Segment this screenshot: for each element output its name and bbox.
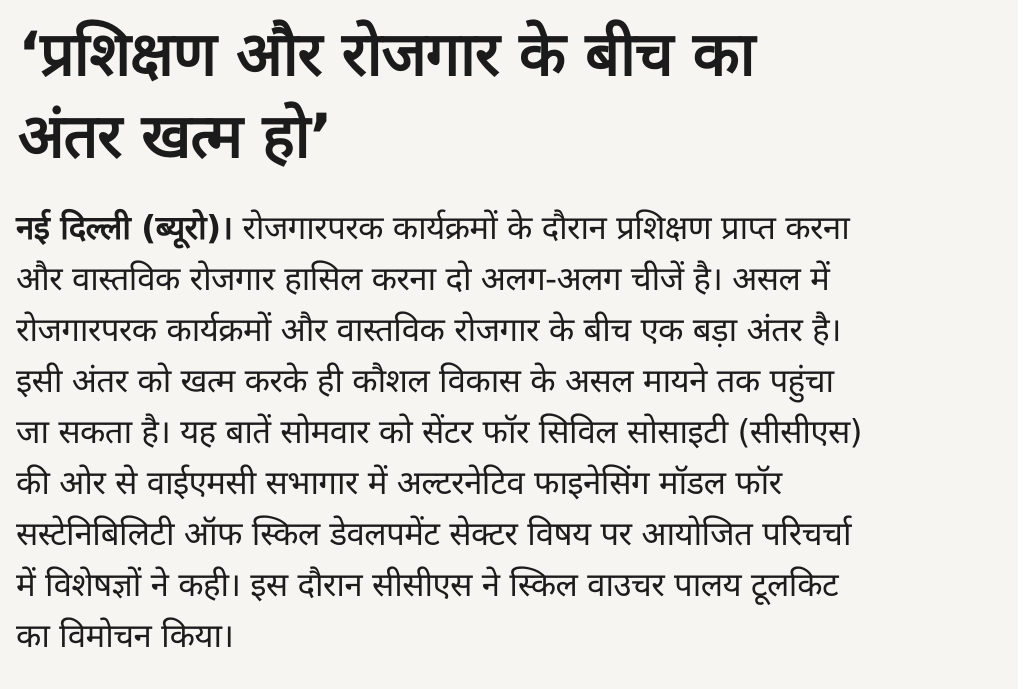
body-line-1-text: रोजगारपरक कार्यक्रमों के दौरान प्रशिक्षण प्राप्त करना [232, 208, 850, 247]
body-line-8: में विशेषज्ञों ने कही। इस दौरान सीसीएस ने स्किल वाउचर पालय टूलकिट [16, 565, 839, 604]
article-body [16, 202, 1006, 661]
headline [18, 14, 1008, 178]
body-line-9: का विमोचन किया। [16, 616, 234, 655]
body-line-4: इसी अंतर को खत्म करके ही कौशल विकास के असल मायने तक पहुंचा [16, 361, 834, 400]
body-line-1 [16, 202, 1006, 253]
body-line-3: रोजगारपरक कार्यक्रमों और वास्तविक रोजगार के बीच एक बड़ा अंतर है। [16, 310, 841, 349]
dateline: नई दिल्ली (ब्यूरो)। [16, 208, 233, 247]
headline-line-1: ‘प्रशिक्षण और रोजगार के बीच का [18, 19, 755, 90]
body-line-6: की ओर से वाईएमसी सभागार में अल्टरनेटिव फाइनेसिंग मॉडल फॉर [16, 463, 782, 502]
headline-line-2: अंतर खत्म हो’ [18, 101, 332, 172]
body-line-2: और वास्तविक रोजगार हासिल करना दो अलग-अलग चीजें है। असल में [16, 259, 830, 298]
body-line-7: सस्टेनिबिलिटी ऑफ स्किल डेवलपमेंट सेक्टर विषय पर आयोजित परिचर्चा [16, 514, 851, 553]
page-edge [1018, 0, 1024, 689]
body-line-5: जा सकता है। यह बातें सोमवार को सेंटर फॉर सिविल सोसाइटी (सीसीएस) [16, 412, 862, 451]
